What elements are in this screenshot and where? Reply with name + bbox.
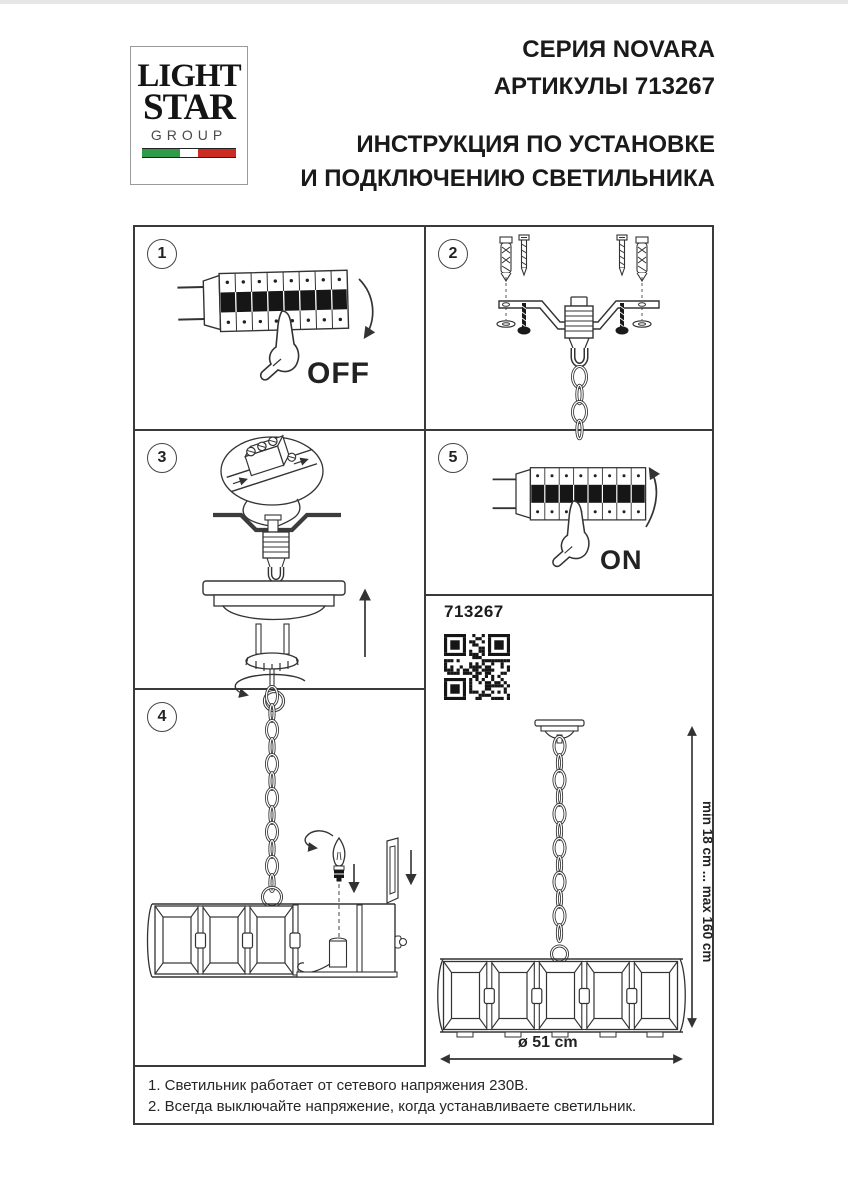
- step-5-number: 5: [438, 443, 468, 473]
- shade-assembly-illustration: [135, 690, 424, 1065]
- logo-word-light: LIGHT: [137, 58, 241, 94]
- qr-code: [444, 634, 510, 700]
- instruction-grid: [133, 225, 714, 1125]
- logo-word-star: STAR: [143, 87, 235, 128]
- step-3-number: 3: [147, 443, 177, 473]
- article-number: 713267: [444, 602, 504, 621]
- instruction-title-line2: И ПОДКЛЮЧЕНИЮ СВЕТИЛЬНИКА: [300, 165, 715, 192]
- step-2-panel: [426, 227, 712, 429]
- step-1-number: 1: [147, 239, 177, 269]
- footer-note-2: 2. Всегда выключайте напряжение, когда устанавливаете светильник.: [148, 1098, 637, 1115]
- italian-flag-icon: [142, 148, 236, 158]
- lightstar-logo: [130, 46, 248, 185]
- series-title: СЕРИЯ NOVARA: [522, 36, 715, 63]
- mounting-bracket-illustration: [426, 227, 712, 429]
- breaker-on-illustration: [426, 431, 712, 594]
- height-dimension-label: min 18 cm ... max 160 cm: [700, 801, 715, 963]
- step-4-panel: [135, 690, 424, 1065]
- canopy-wiring-illustration: [135, 431, 424, 688]
- product-dimensions-panel: [426, 596, 715, 1125]
- step-4-number: 4: [147, 702, 177, 732]
- step-1-panel: [135, 227, 424, 429]
- step-5-panel: [426, 431, 712, 594]
- logo-word-group: GROUP: [150, 127, 228, 143]
- diameter-dimension-label: ø 51 cm: [518, 1034, 578, 1051]
- footer-note-1: 1. Светильник работает от сетевого напряжения 230В.: [148, 1077, 529, 1094]
- breaker-off-illustration: [135, 227, 424, 429]
- off-label: OFF: [307, 357, 370, 390]
- step-2-number: 2: [438, 239, 468, 269]
- on-label: ON: [600, 545, 643, 575]
- page-edge: [0, 0, 848, 4]
- instruction-title-line1: ИНСТРУКЦИЯ ПО УСТАНОВКЕ: [356, 131, 715, 158]
- step-3-panel: [135, 431, 424, 688]
- article-title: АРТИКУЛЫ 713267: [493, 73, 715, 100]
- document-header: [300, 36, 715, 193]
- footer-notes: [135, 1067, 716, 1127]
